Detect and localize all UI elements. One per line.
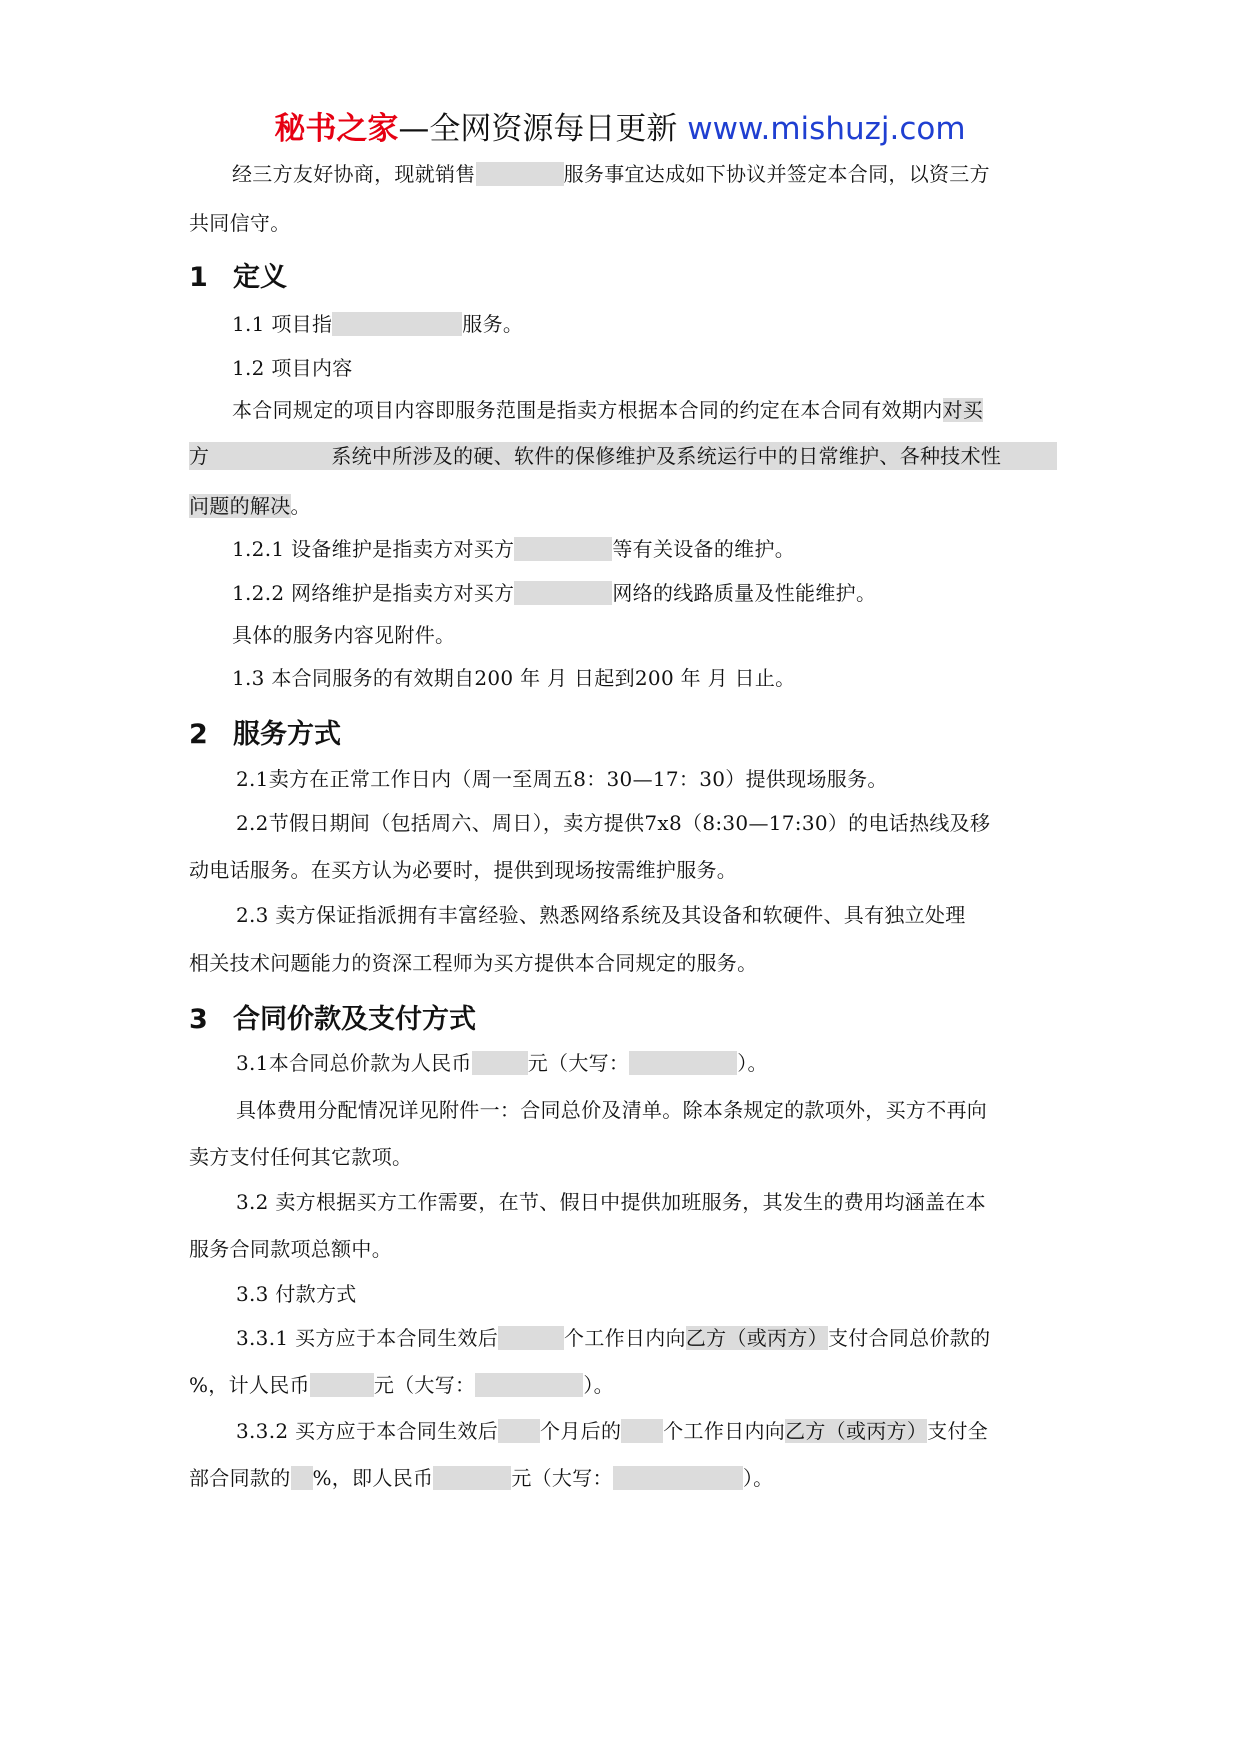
clause-2-3-line-1: 2.3 卖方保证指派拥有丰富经验、熟悉网络系统及其设备和软硬件、具有独立处理 bbox=[236, 903, 966, 927]
section-2-heading bbox=[189, 719, 341, 751]
header-url[interactable]: www.mishuzj.com bbox=[687, 111, 966, 147]
section-number: 1 bbox=[189, 262, 208, 293]
blank-field bbox=[498, 1326, 564, 1350]
scope-line-3: 问题的解决。 bbox=[189, 494, 311, 518]
clause-3-1-detail-line-1: 具体费用分配情况详见附件一：合同总价及清单。除本条规定的款项外，买方不再向 bbox=[236, 1098, 988, 1122]
clause-3-3-1-line-1: 3.3.1 买方应于本合同生效后 个工作日内向乙方（或丙方）支付合同总价款的 bbox=[236, 1326, 991, 1350]
section-number: 2 bbox=[189, 719, 208, 750]
blank-field bbox=[629, 1051, 737, 1075]
section-3-heading bbox=[189, 1004, 476, 1036]
blank-field bbox=[433, 1466, 511, 1490]
section-title: 服务方式 bbox=[233, 719, 341, 750]
clause-3-3-2-line-1: 3.3.2 买方应于本合同生效后 个月后的 个工作日内向乙方（或丙方）支付全 bbox=[236, 1419, 989, 1443]
page-header bbox=[0, 103, 1240, 148]
blank-field bbox=[498, 1419, 540, 1443]
clause-3-2-line-2: 服务合同款项总额中。 bbox=[189, 1237, 392, 1261]
clause-1-2: 1.2 项目内容 bbox=[232, 356, 353, 380]
clause-3-1-detail-line-2: 卖方支付任何其它款项。 bbox=[189, 1145, 413, 1169]
section-title: 定义 bbox=[233, 262, 287, 293]
header-tagline: —全网资源每日更新 bbox=[398, 111, 688, 147]
clause-2-1: 2.1卖方在正常工作日内（周一至周五8：30—17：30）提供现场服务。 bbox=[236, 767, 888, 791]
clause-1-3: 1.3 本合同服务的有效期自200 年 月 日起到200 年 月 日止。 bbox=[232, 666, 796, 690]
detail-note: 具体的服务内容见附件。 bbox=[232, 623, 456, 647]
clause-2-2-line-1: 2.2节假日期间（包括周六、周日），卖方提供7x8（8:30—17:30）的电话热线及移 bbox=[236, 811, 991, 835]
clause-2-2-line-2: 动电话服务。在买方认为必要时，提供到现场按需维护服务。 bbox=[189, 858, 738, 882]
blank-field bbox=[332, 312, 462, 336]
intro-line-1: 经三方友好协商，现就销售 服务事宜达成如下协议并签定本合同，以资三方 bbox=[232, 162, 990, 186]
section-1-heading bbox=[189, 262, 287, 294]
clause-3-1: 3.1本合同总价款为人民币 元（大写： ）。 bbox=[236, 1051, 768, 1075]
blank-field bbox=[310, 1373, 374, 1397]
clause-1-1: 1.1 项目指 服务。 bbox=[232, 312, 524, 336]
blank-field bbox=[291, 1466, 313, 1490]
clause-2-3-line-2: 相关技术问题能力的资深工程师为买方提供本合同规定的服务。 bbox=[189, 951, 758, 975]
clause-1-2-1: 1.2.1 设备维护是指卖方对买方 等有关设备的维护。 bbox=[232, 537, 796, 561]
clause-3-2-line-1: 3.2 卖方根据买方工作需要，在节、假日中提供加班服务，其发生的费用均涵盖在本 bbox=[236, 1190, 986, 1214]
clause-3-3-1-line-2: %，计人民币 元（大写： ）。 bbox=[189, 1373, 614, 1397]
blank-field bbox=[514, 537, 612, 561]
section-number: 3 bbox=[189, 1004, 208, 1035]
blank-field bbox=[475, 1373, 583, 1397]
scope-line-1: 本合同规定的项目内容即服务范围是指卖方根据本合同的约定在本合同有效期内对买 bbox=[232, 398, 984, 422]
clause-1-2-2: 1.2.2 网络维护是指卖方对买方 网络的线路质量及性能维护。 bbox=[232, 581, 877, 605]
header-brand: 秘书之家 bbox=[274, 111, 399, 147]
blank-field bbox=[621, 1419, 663, 1443]
clause-3-3: 3.3 付款方式 bbox=[236, 1282, 357, 1306]
blank-field bbox=[476, 162, 564, 186]
clause-3-3-2-line-2: 部合同款的 %，即人民币 元（大写： ）。 bbox=[189, 1466, 774, 1490]
intro-line-2: 共同信守。 bbox=[189, 211, 291, 235]
blank-field bbox=[613, 1466, 743, 1490]
blank-field bbox=[472, 1051, 528, 1075]
blank-field bbox=[514, 581, 612, 605]
scope-line-2: 方 系统中所涉及的硬、软件的保修维护及系统运行中的日常维护、各种技术性 bbox=[189, 444, 1002, 468]
section-title: 合同价款及支付方式 bbox=[233, 1004, 476, 1035]
